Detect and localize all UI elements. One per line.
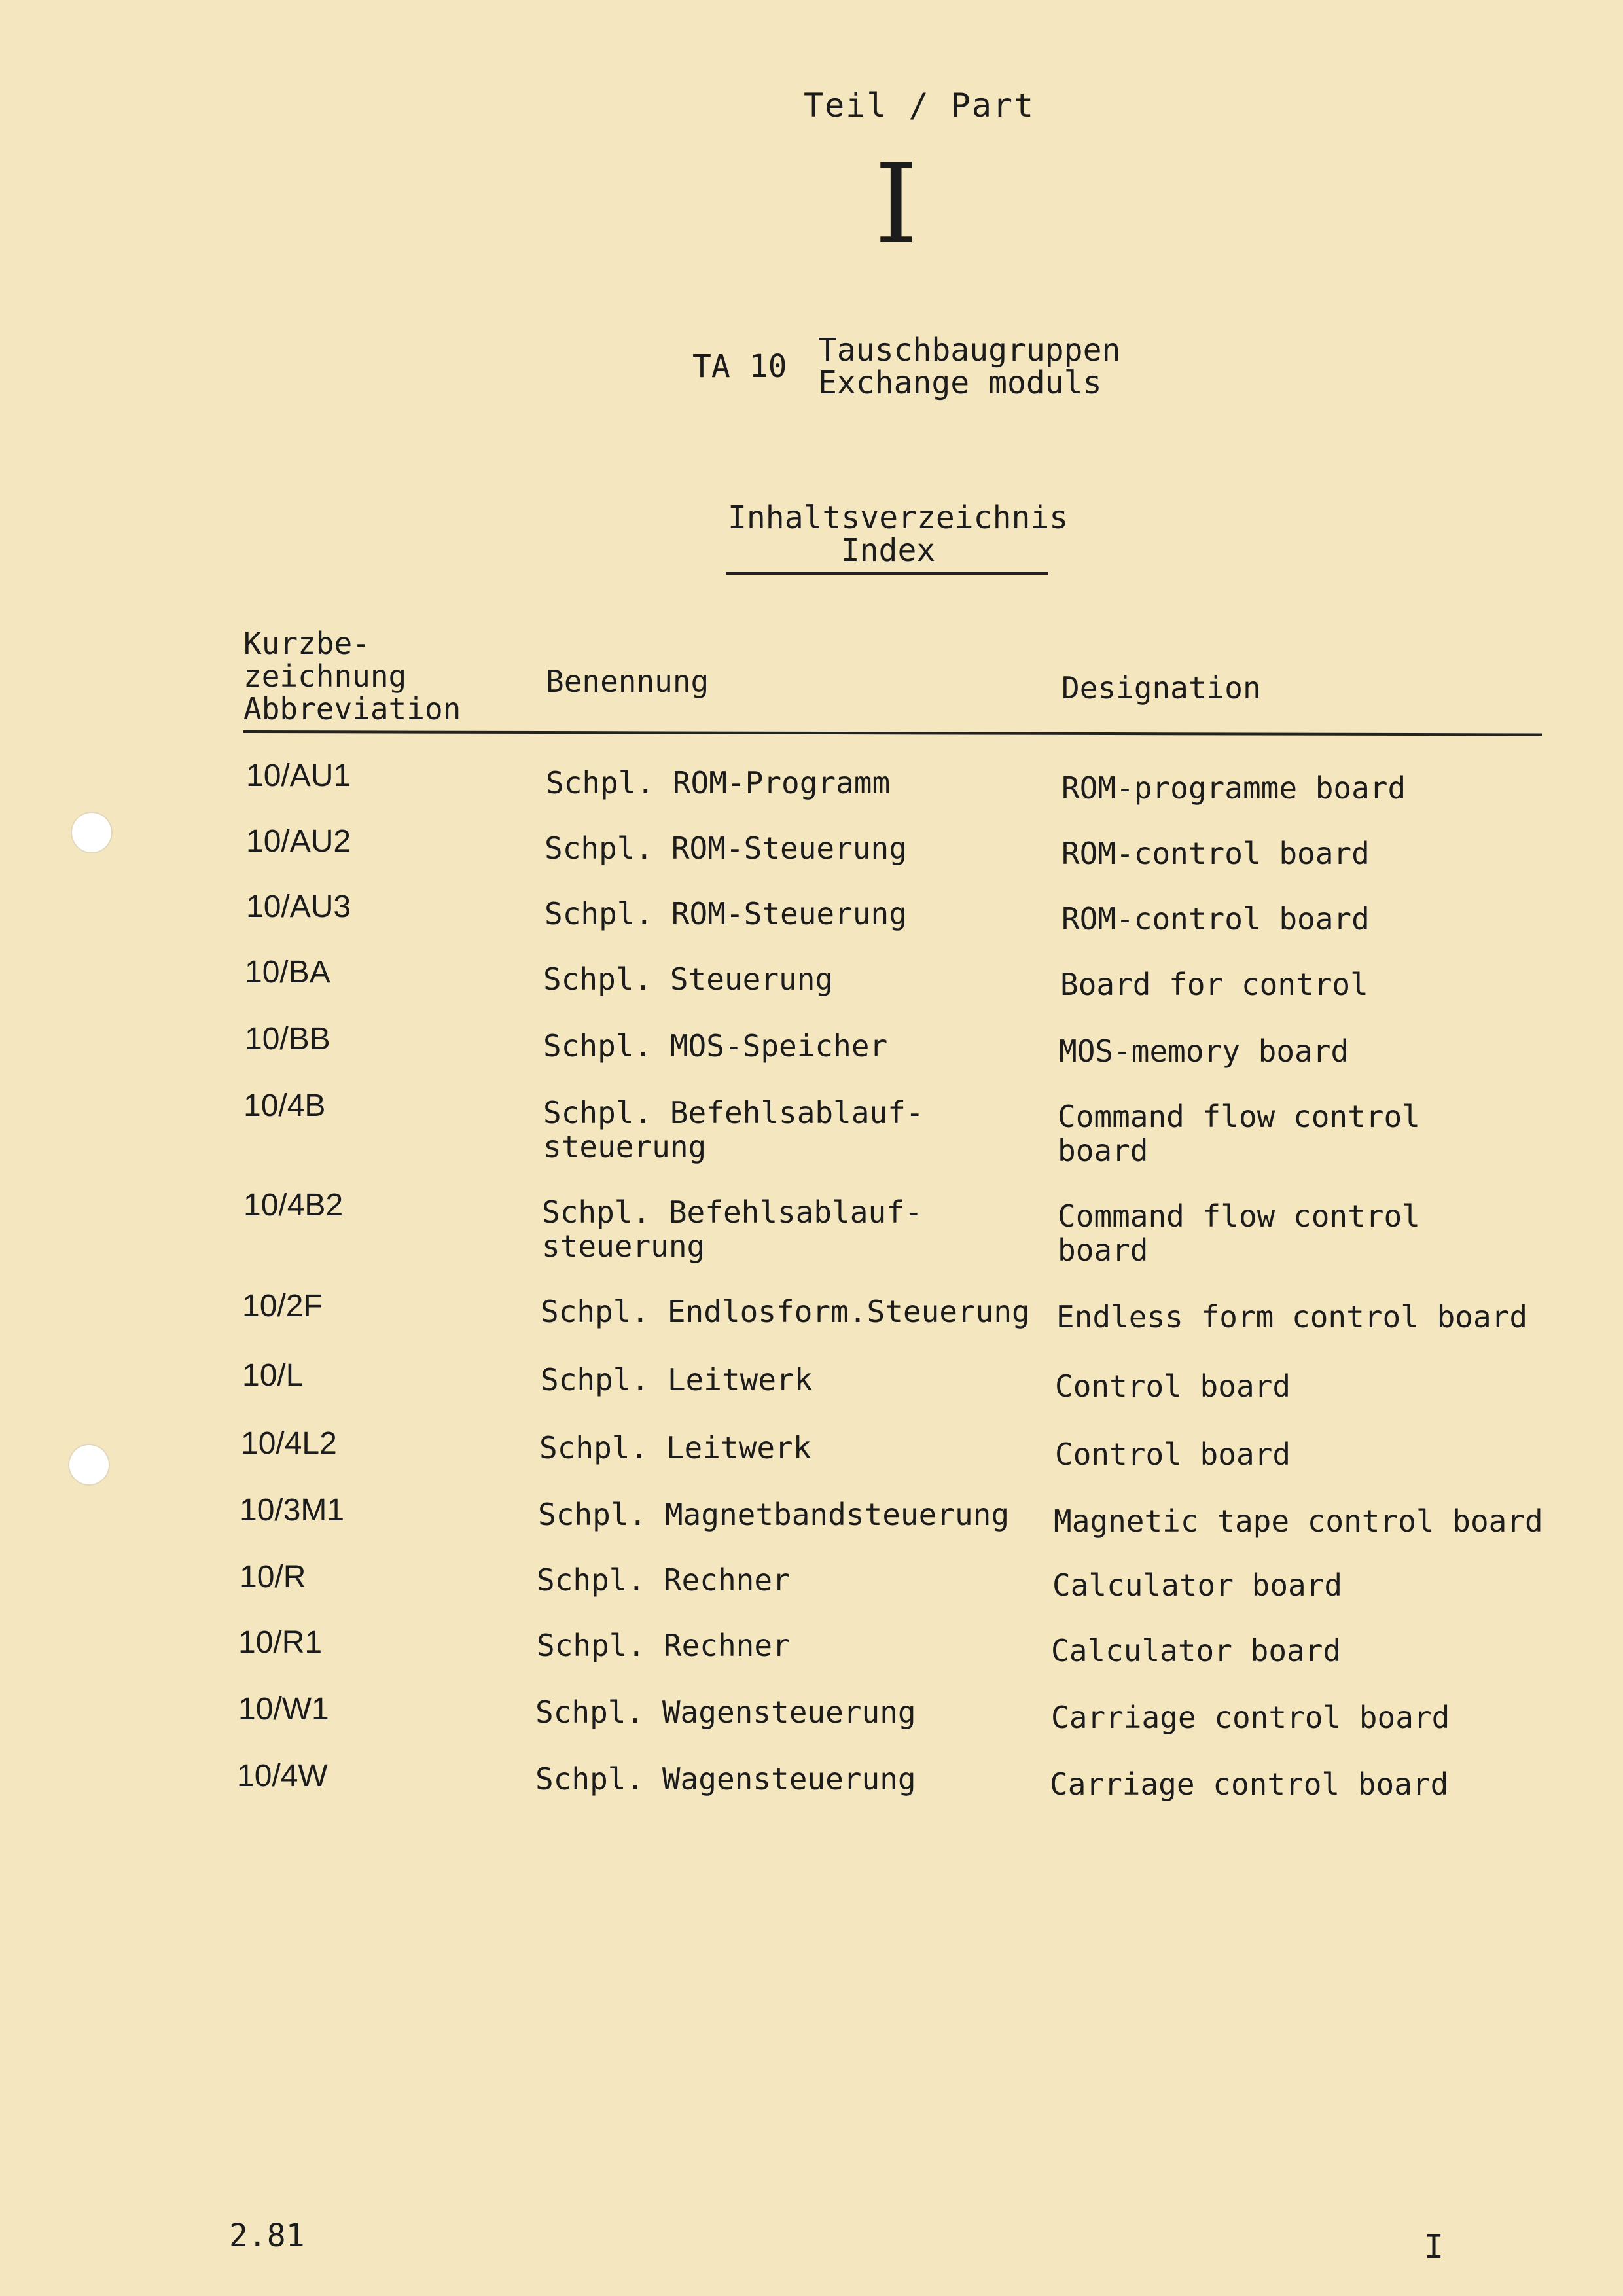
part-label: Teil / Part (804, 86, 1035, 124)
row-abbreviation: 10/2F (242, 1289, 323, 1323)
row-benennung: Schpl. Magnetbandsteuerung (538, 1497, 1010, 1532)
row-designation: Command flow control board (1058, 1198, 1420, 1268)
row-designation: Magnetic tape control board (1054, 1503, 1543, 1539)
row-designation: Calculator board (1052, 1568, 1343, 1603)
row-abbreviation: 10/3M1 (240, 1493, 345, 1528)
row-designation: Control board (1055, 1369, 1291, 1404)
row-designation: Calculator board (1051, 1633, 1342, 1668)
row-benennung: Schpl. Befehlsablauf- steuerung (543, 1095, 924, 1164)
punch-hole-bottom (68, 1444, 110, 1486)
index-title-de: Inhaltsverzeichnis (728, 499, 1069, 536)
row-designation: ROM-control board (1061, 836, 1370, 871)
row-benennung: Schpl. Wagensteuerung (535, 1695, 916, 1730)
column-header-abbr-line2: zeichnung (243, 658, 407, 694)
row-abbreviation: 10/L (242, 1358, 304, 1393)
row-designation: MOS-memory board (1059, 1033, 1349, 1069)
footer-date: 2.81 (229, 2217, 305, 2254)
row-benennung: Schpl. ROM-Programm (546, 765, 891, 800)
row-abbreviation: 10/BB (245, 1022, 330, 1056)
row-abbreviation: 10/AU1 (246, 759, 351, 793)
row-benennung: Schpl. Leitwerk (539, 1430, 812, 1465)
row-designation: Command flow control board (1058, 1099, 1420, 1168)
row-abbreviation: 10/W1 (238, 1692, 329, 1727)
row-designation: ROM-programme board (1061, 770, 1406, 806)
column-header-abbr-line3: Abbreviation (243, 691, 461, 726)
column-header-abbr-line1: Kurzbe- (243, 626, 370, 661)
row-designation: Carriage control board (1051, 1700, 1450, 1735)
row-abbreviation: 10/R1 (238, 1625, 323, 1660)
row-designation: ROM-control board (1061, 901, 1370, 937)
row-benennung: Schpl. Befehlsablauf- steuerung (542, 1194, 923, 1264)
ta-code: TA 10 (692, 348, 787, 385)
footer-page-number: I (1424, 2228, 1444, 2266)
row-abbreviation: 10/R (240, 1560, 306, 1594)
column-header-abbreviation (243, 627, 461, 725)
ta-title-de: Tauschbaugruppen (818, 332, 1121, 368)
row-abbreviation: 10/4B (243, 1088, 326, 1123)
ta-title (818, 334, 1120, 399)
row-abbreviation: 10/4W (237, 1759, 328, 1793)
ta-title-en: Exchange moduls (818, 365, 1102, 401)
index-title (728, 499, 1069, 569)
part-numeral: I (874, 140, 918, 268)
row-benennung: Schpl. ROM-Steuerung (544, 831, 907, 866)
index-title-en: Index (840, 532, 936, 569)
row-benennung: Schpl. ROM-Steuerung (544, 896, 907, 931)
punch-hole-top (71, 812, 113, 853)
row-designation: Board for control (1060, 967, 1368, 1002)
row-benennung: Schpl. Steuerung (543, 961, 834, 997)
index-underline (726, 572, 1048, 575)
row-benennung: Schpl. MOS-Speicher (543, 1028, 888, 1064)
row-abbreviation: 10/BA (245, 955, 330, 990)
row-designation: Carriage control board (1050, 1767, 1449, 1802)
row-designation: Control board (1055, 1437, 1291, 1472)
row-abbreviation: 10/AU3 (246, 889, 351, 924)
row-abbreviation: 10/4B2 (243, 1188, 344, 1223)
row-benennung: Schpl. Wagensteuerung (535, 1761, 916, 1797)
row-benennung: Schpl. Endlosform.Steuerung (541, 1294, 1030, 1329)
row-abbreviation: 10/AU2 (246, 824, 351, 859)
row-benennung: Schpl. Rechner (537, 1562, 791, 1598)
row-benennung: Schpl. Rechner (537, 1628, 791, 1663)
row-abbreviation: 10/4L2 (241, 1426, 337, 1461)
table-header-rule (243, 730, 1542, 736)
column-header-benennung: Benennung (546, 664, 709, 699)
row-benennung: Schpl. Leitwerk (541, 1362, 813, 1397)
column-header-designation: Designation (1061, 670, 1261, 706)
row-designation: Endless form control board (1056, 1299, 1528, 1335)
